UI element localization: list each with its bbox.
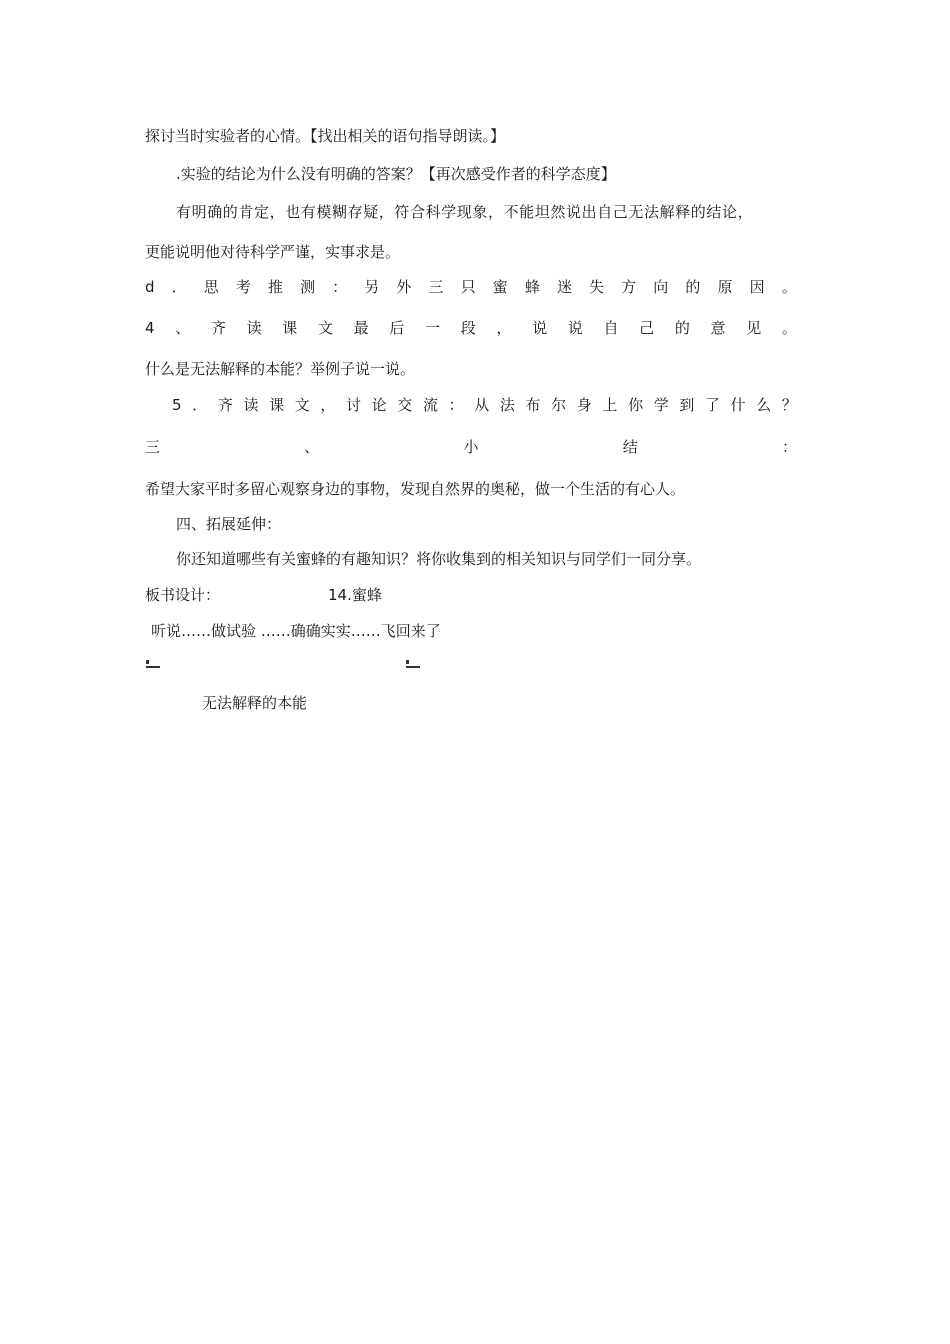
l5-char: 。 bbox=[781, 278, 797, 296]
l8-char: ． bbox=[192, 396, 208, 414]
l8-char: 么 bbox=[756, 396, 772, 414]
l8-char: 了 bbox=[704, 396, 720, 414]
l9-char: 结 bbox=[622, 438, 638, 456]
l8-char: ： bbox=[448, 396, 464, 414]
l6-char: ， bbox=[496, 319, 512, 337]
paragraph-line-4: 更能说明他对待科学严谨，实事求是。 bbox=[145, 243, 401, 261]
l6-char: 4 bbox=[145, 319, 155, 337]
l8-char: 到 bbox=[679, 396, 695, 414]
l8-char: 交 bbox=[397, 396, 413, 414]
l6-char: 齐 bbox=[210, 319, 226, 337]
spread-line-9 bbox=[145, 437, 797, 457]
l8-char: 学 bbox=[653, 396, 669, 414]
l5-char: 的 bbox=[685, 278, 701, 296]
l6-char: 见 bbox=[746, 319, 762, 337]
l8-char: 文 bbox=[294, 396, 310, 414]
l6-char: 说 bbox=[567, 319, 583, 337]
paragraph-line-3: 有明确的肯定，也有模糊存疑，符合科学现象，不能坦然说出自己无法解释的结论， bbox=[176, 203, 754, 221]
spread-line-8 bbox=[172, 395, 797, 415]
l6-char: 一 bbox=[425, 319, 441, 337]
l6-char: 段 bbox=[460, 319, 476, 337]
l5-char: 蜂 bbox=[524, 278, 540, 296]
l6-char: 。 bbox=[781, 319, 797, 337]
paragraph-line-2: .实验的结论为什么没有明确的答案？【再次感受作者的科学态度】 bbox=[176, 165, 616, 183]
l5-char: 只 bbox=[460, 278, 476, 296]
l5-char: 失 bbox=[589, 278, 605, 296]
l9-char: 、 bbox=[304, 438, 320, 456]
l5-char: 蜜 bbox=[492, 278, 508, 296]
l5-char: 原 bbox=[717, 278, 733, 296]
l8-char: ， bbox=[320, 396, 336, 414]
l6-char: 的 bbox=[674, 319, 690, 337]
l5-char: 方 bbox=[621, 278, 637, 296]
l8-char: 你 bbox=[628, 396, 644, 414]
l5-char: 因 bbox=[749, 278, 765, 296]
l9-char: ： bbox=[781, 438, 797, 456]
l5-char: 测 bbox=[300, 278, 316, 296]
l5-char: 向 bbox=[653, 278, 669, 296]
l6-char: 自 bbox=[603, 319, 619, 337]
paragraph-line-1: 探讨当时实验者的心情。【找出相关的语句指导朗读。】 bbox=[145, 127, 506, 145]
l8-char: 上 bbox=[602, 396, 618, 414]
board-design-flow: 听说……做试验 ……确确实实……飞回来了 bbox=[151, 622, 441, 640]
paragraph-line-7: 什么是无法解释的本能？举例子说一说。 bbox=[145, 360, 416, 378]
l6-char: 最 bbox=[353, 319, 369, 337]
l6-char: 己 bbox=[639, 319, 655, 337]
l8-char: 什 bbox=[730, 396, 746, 414]
l6-char: 意 bbox=[710, 319, 726, 337]
l8-char: 从 bbox=[474, 396, 490, 414]
l5-char: d bbox=[145, 278, 155, 296]
l8-char: 读 bbox=[243, 396, 259, 414]
l5-char: 外 bbox=[396, 278, 412, 296]
l5-char: 另 bbox=[364, 278, 380, 296]
section-heading-extension: 四、拓展延伸： bbox=[176, 515, 282, 533]
board-arrow-mark-left bbox=[146, 662, 160, 668]
spread-line-6 bbox=[145, 318, 797, 338]
l5-char: ： bbox=[332, 278, 348, 296]
board-design-label: 板书设计： bbox=[145, 586, 221, 604]
l5-char: 思 bbox=[203, 278, 219, 296]
l9-char: 小 bbox=[463, 438, 479, 456]
l8-char: ？ bbox=[781, 396, 797, 414]
l8-char: 法 bbox=[499, 396, 515, 414]
board-arrow-mark-right bbox=[406, 662, 420, 668]
l8-char: 身 bbox=[576, 396, 592, 414]
paragraph-line-10: 希望大家平时多留心观察身边的事物，发现自然界的奥秘，做一个生活的有心人。 bbox=[145, 480, 686, 498]
l8-char: 齐 bbox=[217, 396, 233, 414]
l5-char: ． bbox=[171, 278, 187, 296]
l6-char: 说 bbox=[532, 319, 548, 337]
l6-char: 后 bbox=[389, 319, 405, 337]
l5-char: 三 bbox=[428, 278, 444, 296]
board-design-title: 14.蜜蜂 bbox=[328, 586, 382, 604]
l8-char: 课 bbox=[269, 396, 285, 414]
l6-char: 课 bbox=[282, 319, 298, 337]
l9-char: 三 bbox=[145, 438, 161, 456]
l5-char: 迷 bbox=[556, 278, 572, 296]
spread-line-5 bbox=[145, 277, 797, 297]
l8-char: 论 bbox=[371, 396, 387, 414]
l8-char: 5 bbox=[172, 396, 182, 414]
l6-char: 读 bbox=[246, 319, 262, 337]
l5-char: 推 bbox=[267, 278, 283, 296]
board-design-bottom: 无法解释的本能 bbox=[202, 694, 308, 712]
l8-char: 流 bbox=[422, 396, 438, 414]
l8-char: 布 bbox=[525, 396, 541, 414]
l6-char: 、 bbox=[175, 319, 191, 337]
l5-char: 考 bbox=[235, 278, 251, 296]
l6-char: 文 bbox=[317, 319, 333, 337]
l8-char: 讨 bbox=[346, 396, 362, 414]
paragraph-line-12: 你还知道哪些有关蜜蜂的有趣知识？将你收集到的相关知识与同学们一同分享。 bbox=[176, 550, 702, 568]
l8-char: 尔 bbox=[551, 396, 567, 414]
